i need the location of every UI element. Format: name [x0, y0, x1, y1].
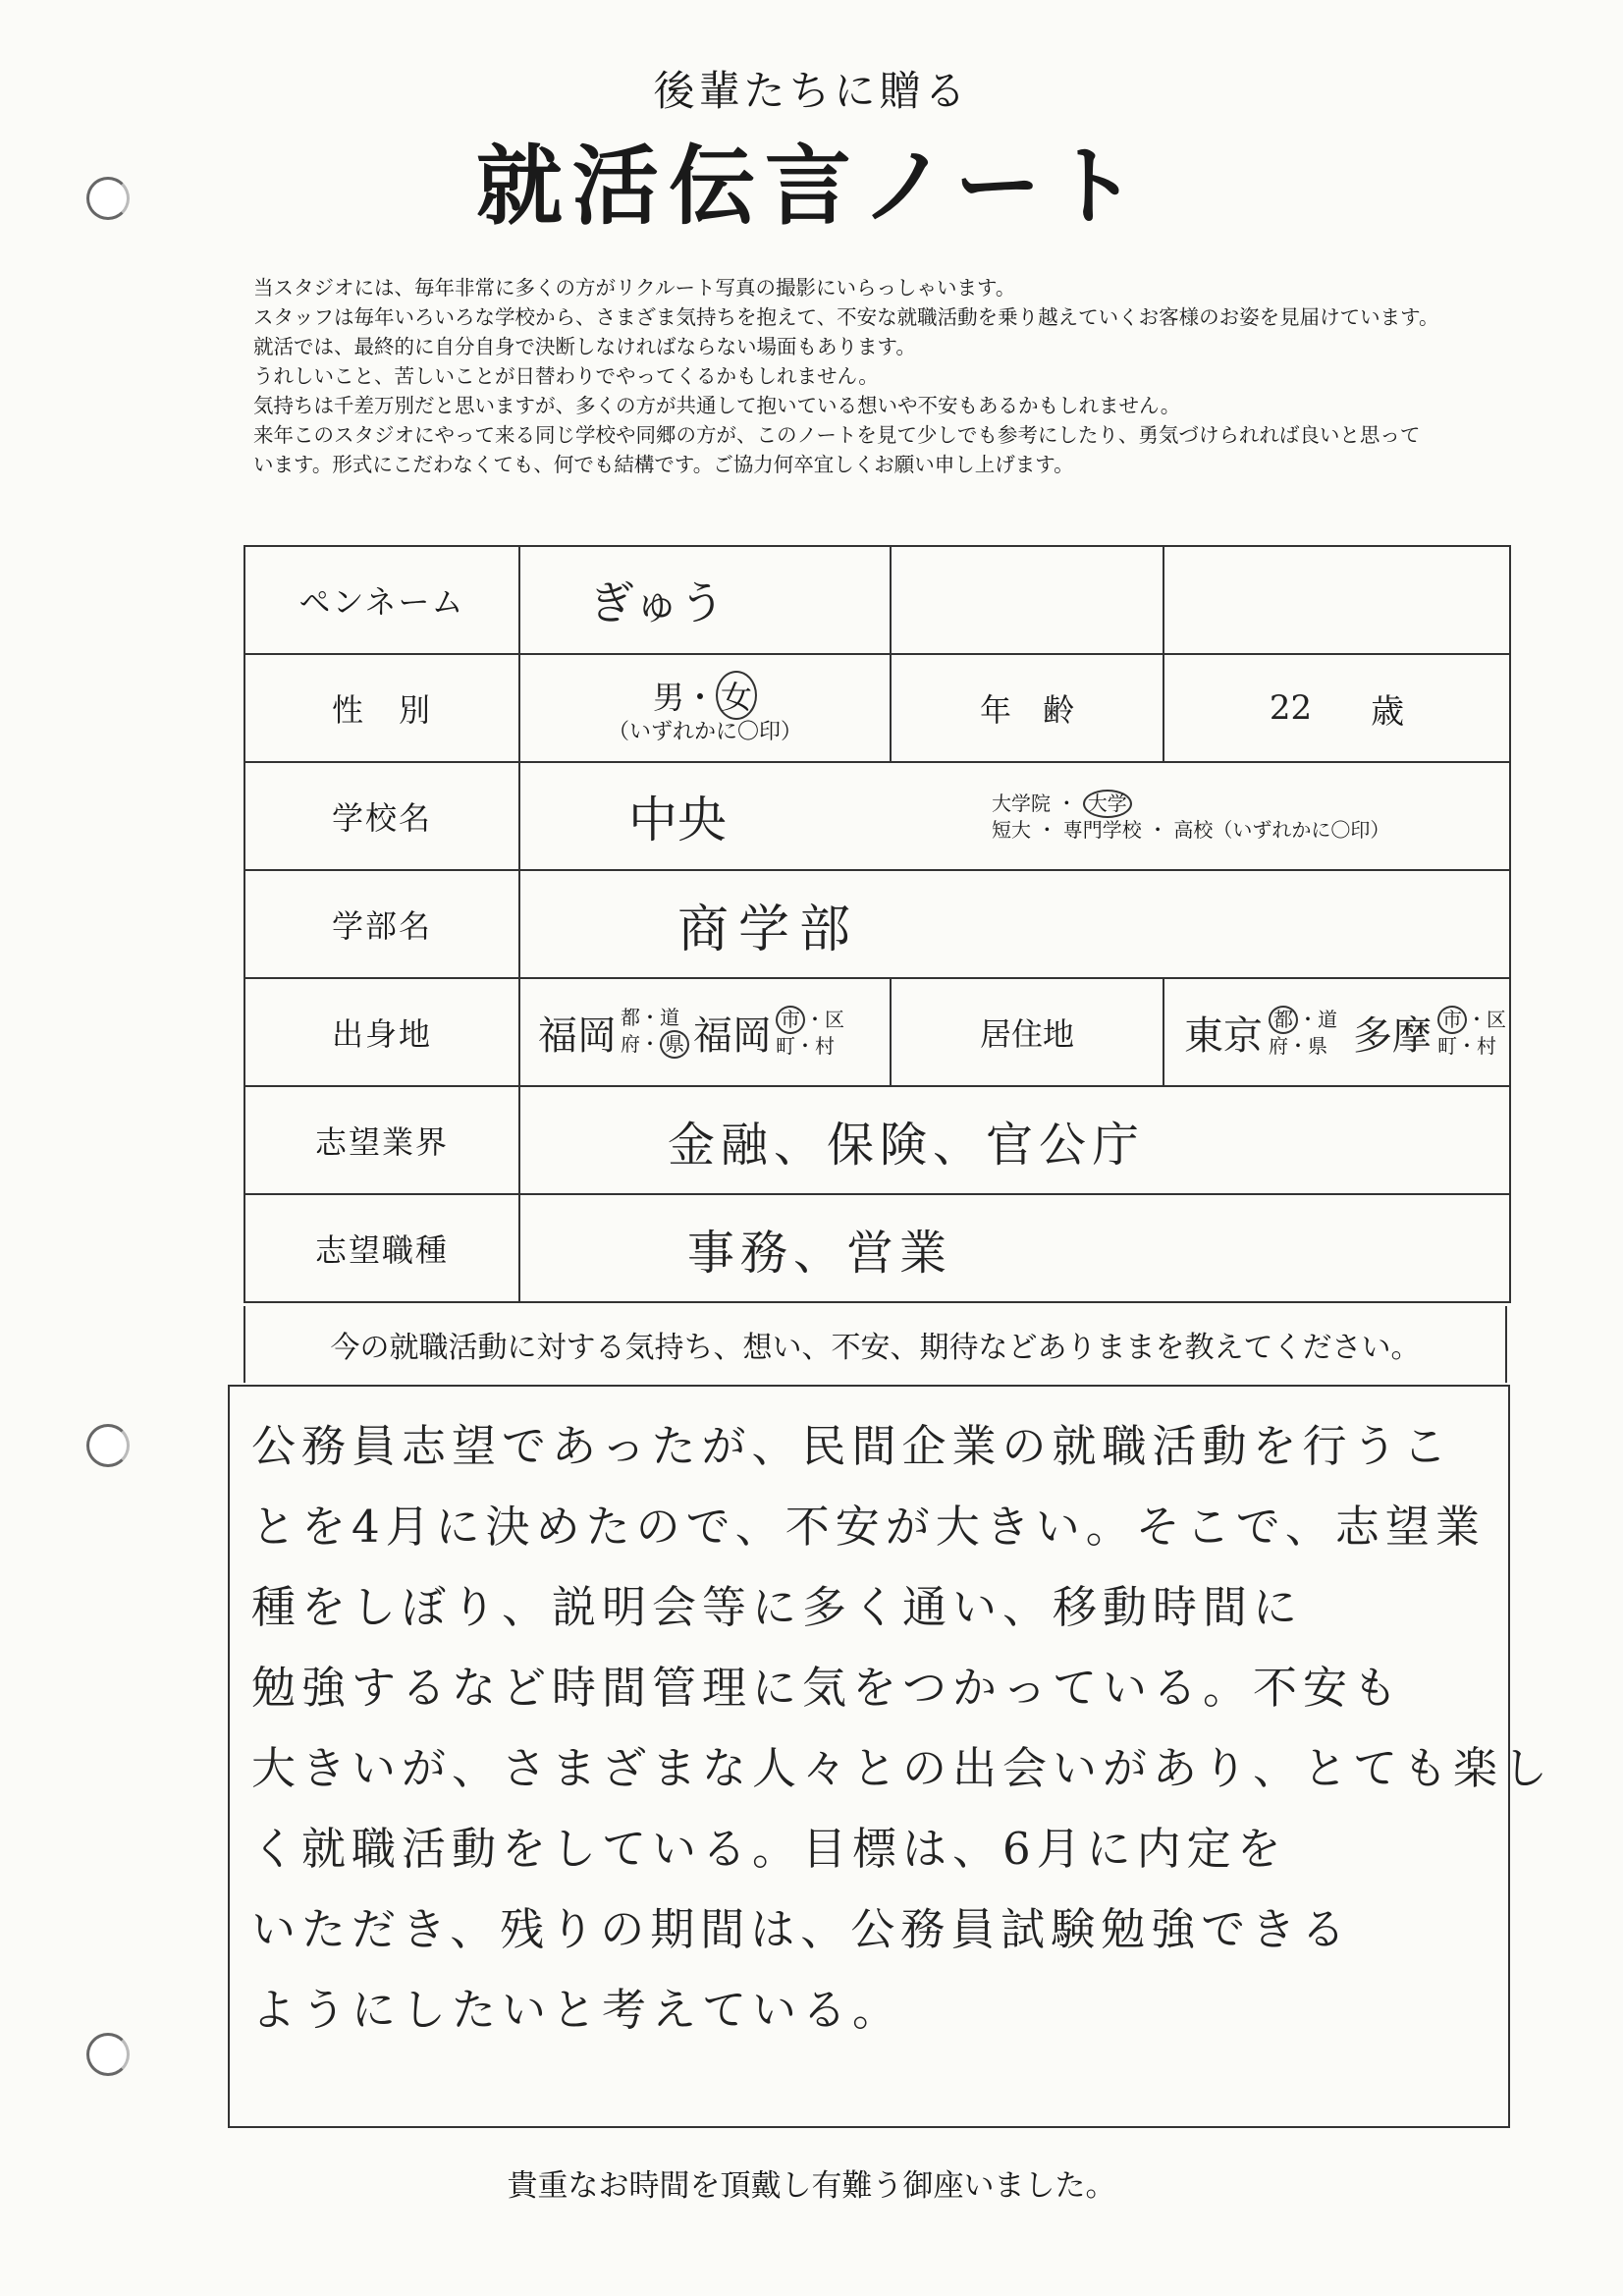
answer-line: とを4月に決めたので、不安が大きい。そこで、志望業: [251, 1501, 1486, 1553]
answer-line: 公務員志望であったが、民間企業の就職活動を行うこ: [251, 1420, 1453, 1472]
hometown-field[interactable]: [520, 979, 892, 1085]
school-type-graduate[interactable]: 大学院: [992, 792, 1051, 815]
age-value: 22: [1269, 688, 1313, 728]
faculty-value[interactable]: 商学部: [677, 900, 861, 959]
feelings-question: 今の就職活動に対する気持ち、想い、不安、期待などありままを教えてください。: [243, 1306, 1507, 1383]
residence-pref: 東京: [1184, 1012, 1263, 1059]
row-pen-name: [245, 547, 1509, 655]
row-job: [245, 1195, 1509, 1303]
hometown-city-kind-shi-circled: 市: [776, 1006, 805, 1034]
page-subtitle: 後輩たちに贈る: [653, 67, 970, 115]
answer-line: いただき、残りの期間は、公務員試験勉強できる: [251, 1903, 1352, 1955]
gender-field[interactable]: [520, 655, 892, 761]
intro-line: 当スタジオには、毎年非常に多くの方がリクルート写真の撮影にいらっしゃいます。: [253, 276, 1016, 300]
job-value[interactable]: 事務、営業: [687, 1225, 953, 1281]
residence-pref-kind: [1269, 1006, 1337, 1059]
school-type-field[interactable]: [992, 763, 1509, 869]
pen-name-blank-1: [892, 547, 1164, 653]
residence-city-kind-ku: ・区: [1467, 1008, 1506, 1031]
hometown-pref-kind-ken-circled: 県: [660, 1030, 689, 1059]
hometown-pref-kind: [621, 1006, 689, 1059]
hometown-city-kind-bottom: 町・村: [776, 1034, 835, 1058]
gender-label: 性 別: [245, 655, 520, 761]
residence-city-kind-shi-circled: 市: [1437, 1006, 1467, 1034]
gender-note: （いずれかに〇印）: [607, 720, 802, 744]
gender-female-circled[interactable]: 女: [716, 671, 757, 720]
hometown-pref-kind-top: 都・道: [621, 1006, 679, 1029]
school-type-others: 短大 ・ 専門学校 ・ 高校（いずれかに〇印）: [992, 818, 1390, 842]
row-faculty: [245, 871, 1509, 979]
row-hometown-residence: [245, 979, 1509, 1087]
intro-line: 気持ちは千差万別だと思いますが、多くの方が共通して抱いている想いや不安もあるかもしれません。: [253, 394, 1181, 417]
school-type-university-circled[interactable]: 大学: [1083, 790, 1132, 818]
answer-line: 大きいが、さまざまな人々との出会いがあり、とても楽し: [251, 1742, 1554, 1794]
intro-line: 来年このスタジオにやって来る同じ学校や同郷の方が、このノートを見て少しでも参考にしたり、勇気づけられれば良いと思って: [253, 423, 1421, 447]
school-value[interactable]: 中央: [628, 792, 727, 848]
pen-name-value[interactable]: ぎゅう: [520, 547, 892, 653]
hometown-pref: 福岡: [538, 1012, 617, 1059]
pen-name-blank-2: [1164, 547, 1509, 653]
residence-field[interactable]: [1164, 979, 1509, 1085]
school-type-separator: ・: [1056, 792, 1077, 815]
intro-line: うれしいこと、苦しいことが日替わりでやってくるかもしれません。: [253, 364, 879, 388]
intro-line: います。形式にこだわなくても、何でも結構です。ご協力何卒宜しくお願い申し上げます。: [253, 453, 1074, 476]
hometown-pref-kind-fu: 府・: [621, 1032, 660, 1056]
punch-hole-middle: [86, 1424, 130, 1467]
hometown-city-kind-ku: ・区: [805, 1008, 844, 1031]
intro-text: [253, 273, 1589, 479]
residence-pref-kind-to-circled: 都: [1269, 1006, 1298, 1034]
age-field[interactable]: [1164, 655, 1509, 761]
residence-city: 多摩: [1353, 1012, 1432, 1059]
feelings-answer-box[interactable]: [228, 1385, 1554, 2128]
residence-pref-kind-bottom: 府・県: [1269, 1034, 1327, 1058]
residence-city-kind-bottom: 町・村: [1437, 1034, 1496, 1058]
job-label: 志望職種: [245, 1195, 520, 1301]
age-label: 年 齢: [892, 655, 1164, 761]
row-gender-age: [245, 655, 1509, 763]
hometown-city-kind: [776, 1006, 844, 1059]
gender-male[interactable]: 男: [652, 679, 684, 716]
intro-line: 就活では、最終的に自分自身で決断しなければならない場面もあります。: [253, 335, 916, 358]
answer-line: 勉強するなど時間管理に気をつかっている。不安も: [251, 1662, 1404, 1714]
answer-line: 種をしぼり、説明会等に多く通い、移動時間に: [251, 1581, 1304, 1633]
residence-pref-kind-do: ・道: [1298, 1008, 1337, 1031]
industry-label: 志望業界: [245, 1087, 520, 1193]
school-label: 学校名: [245, 763, 520, 869]
profile-form: [243, 545, 1511, 1303]
gender-separator: ・: [683, 679, 716, 716]
residence-label: 居住地: [892, 979, 1164, 1085]
page-title: 就活伝言ノート: [475, 136, 1148, 237]
pen-name-label: ペンネーム: [245, 547, 520, 653]
residence-city-kind: [1437, 1006, 1506, 1059]
faculty-label: 学部名: [245, 871, 520, 977]
row-school: [245, 763, 1509, 871]
intro-line: スタッフは毎年いろいろな学校から、さまざま気持ちを抱えて、不安な就職活動を乗り越えていくお客様のお姿を見届けています。: [253, 305, 1439, 329]
hometown-city: 福岡: [693, 1012, 772, 1059]
answer-line: く就職活動をしている。目標は、6月に内定を: [251, 1823, 1287, 1875]
punch-hole-bottom: [86, 2033, 130, 2076]
closing-message: 貴重なお時間を頂戴し有難う御座いました。: [507, 2168, 1116, 2204]
row-industry: [245, 1087, 1509, 1195]
industry-value[interactable]: 金融、保険、官公庁: [668, 1117, 1146, 1173]
age-unit: 歳: [1371, 691, 1405, 732]
hometown-label: 出身地: [245, 979, 520, 1085]
answer-line: ようにしたいと考えている。: [251, 1984, 903, 2036]
